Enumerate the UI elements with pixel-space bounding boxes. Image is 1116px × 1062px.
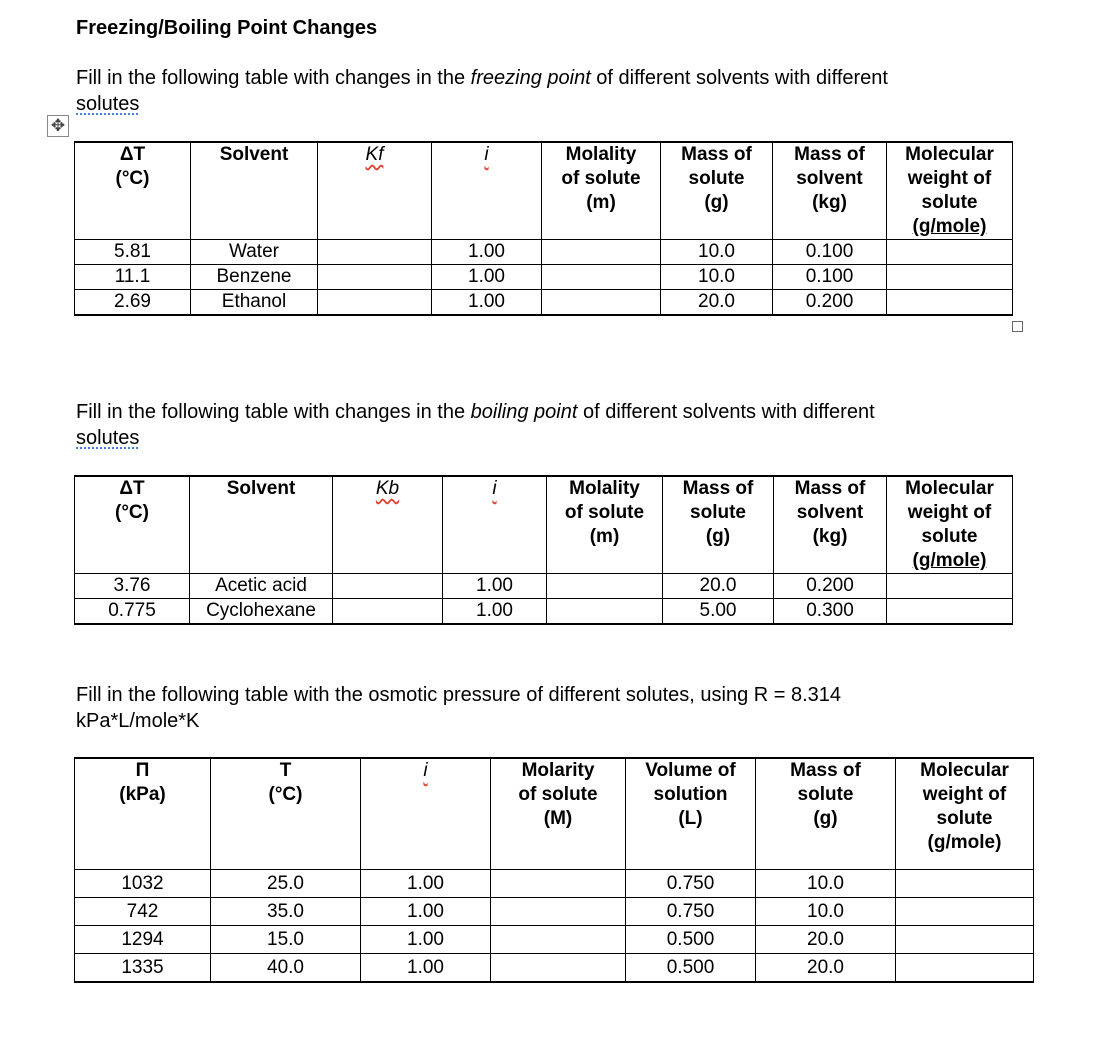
table-cell[interactable]: Water <box>191 240 318 265</box>
table-cell[interactable]: 1.00 <box>432 290 542 316</box>
column-header: Kb <box>333 476 443 574</box>
table-cell[interactable]: 1294 <box>75 926 211 954</box>
intro-text: Fill in the following table with changes in the <box>76 401 471 423</box>
table-cell[interactable]: 5.81 <box>75 240 191 265</box>
table-cell[interactable]: 5.00 <box>663 599 774 625</box>
osmotic-pressure-table <box>74 757 1034 983</box>
table-cell[interactable]: Benzene <box>191 265 318 290</box>
column-header: Π (kPa) <box>75 758 211 870</box>
table-cell[interactable]: 1.00 <box>361 954 491 983</box>
table-cell[interactable]: 10.0 <box>661 240 773 265</box>
column-header: ΔT (°C) <box>75 142 191 240</box>
column-header: Molarity of solute (M) <box>491 758 626 870</box>
table-cell[interactable]: 0.200 <box>774 574 887 599</box>
freezing-point-table <box>74 141 1013 316</box>
table-cell[interactable] <box>887 265 1013 290</box>
freezing-intro <box>76 65 888 117</box>
table-cell[interactable] <box>491 926 626 954</box>
table-cell[interactable]: 35.0 <box>211 898 361 926</box>
boiling-point-table <box>74 475 1013 625</box>
column-header: i <box>443 476 547 574</box>
table-cell[interactable]: 10.0 <box>756 898 896 926</box>
table-cell[interactable] <box>333 574 443 599</box>
column-header: i <box>432 142 542 240</box>
boiling-intro <box>76 399 875 451</box>
column-header: Mass of solvent (kg) <box>773 142 887 240</box>
table-row <box>75 265 1013 290</box>
table-cell[interactable]: 742 <box>75 898 211 926</box>
column-header: T (°C) <box>211 758 361 870</box>
intro-text: kPa*L/mole*K <box>76 710 200 732</box>
table-cell[interactable]: 40.0 <box>211 954 361 983</box>
table-cell[interactable]: 20.0 <box>756 954 896 983</box>
table-cell[interactable] <box>887 290 1013 316</box>
column-header: Mass of solute (g) <box>663 476 774 574</box>
table-cell[interactable]: 20.0 <box>663 574 774 599</box>
column-header: Mass of solvent (kg) <box>774 476 887 574</box>
table-row <box>75 290 1013 316</box>
column-header: i <box>361 758 491 870</box>
intro-text: Fill in the following table with the osmotic pressure of different solutes, using R = 8.314 <box>76 684 842 706</box>
table-cell[interactable] <box>887 240 1013 265</box>
table-cell[interactable] <box>542 240 661 265</box>
table-row <box>75 954 1034 983</box>
table-cell[interactable] <box>547 574 663 599</box>
table-cell[interactable]: Acetic acid <box>190 574 333 599</box>
column-header: Molality of solute (m) <box>542 142 661 240</box>
column-header: Molecular weight of solute (g/mole) <box>896 758 1034 870</box>
table-cell[interactable]: 10.0 <box>756 870 896 898</box>
intro-text: of different solvents with different <box>590 67 888 89</box>
intro-text: of different solvents with different <box>577 401 875 423</box>
table-cell[interactable]: 25.0 <box>211 870 361 898</box>
table-cell[interactable] <box>318 290 432 316</box>
column-header: Molecular weight of solute (g/mole) <box>887 476 1013 574</box>
table-cell[interactable] <box>547 599 663 625</box>
table-cell[interactable]: 11.1 <box>75 265 191 290</box>
column-header: Volume of solution (L) <box>626 758 756 870</box>
table-cell[interactable] <box>542 265 661 290</box>
table-cell[interactable]: 10.0 <box>661 265 773 290</box>
table-row <box>75 926 1034 954</box>
table-cell[interactable]: 1.00 <box>432 265 542 290</box>
table-cell[interactable] <box>491 870 626 898</box>
osmotic-intro <box>76 682 841 734</box>
intro-emphasis: boiling point <box>470 401 578 423</box>
column-header: Solvent <box>190 476 333 574</box>
intro-text: Fill in the following table with changes in the <box>76 67 471 89</box>
column-header: Solvent <box>191 142 318 240</box>
table-cell[interactable] <box>896 870 1034 898</box>
table-cell[interactable]: 0.750 <box>626 898 756 926</box>
table-cell[interactable]: 0.200 <box>773 290 887 316</box>
table-cell[interactable] <box>542 290 661 316</box>
table-cell[interactable]: 20.0 <box>756 926 896 954</box>
intro-text: solutes <box>76 93 140 115</box>
table-resize-handle[interactable] <box>1012 321 1023 332</box>
table-cell[interactable] <box>896 926 1034 954</box>
table-cell[interactable] <box>491 954 626 983</box>
column-header: ΔT (°C) <box>75 476 190 574</box>
intro-emphasis: freezing point <box>470 67 591 89</box>
column-header: Mass of solute (g) <box>756 758 896 870</box>
table-cell[interactable]: 0.100 <box>773 265 887 290</box>
column-header: Mass of solute (g) <box>661 142 773 240</box>
table-header-row <box>75 758 1034 870</box>
table-cell[interactable]: 1.00 <box>432 240 542 265</box>
table-cell[interactable]: 0.500 <box>626 954 756 983</box>
table-cell[interactable]: 1335 <box>75 954 211 983</box>
table-cell[interactable] <box>896 898 1034 926</box>
table-cell[interactable] <box>896 954 1034 983</box>
column-header: Molality of solute (m) <box>547 476 663 574</box>
table-cell[interactable] <box>887 599 1013 625</box>
table-cell[interactable]: 0.300 <box>774 599 887 625</box>
table-row <box>75 574 1013 599</box>
table-header-row <box>75 142 1013 240</box>
table-row <box>75 870 1034 898</box>
table-cell[interactable]: 1.00 <box>443 599 547 625</box>
table-cell[interactable] <box>318 240 432 265</box>
column-header: Kf <box>318 142 432 240</box>
table-cell[interactable]: 20.0 <box>661 290 773 316</box>
table-cell[interactable]: 1.00 <box>361 870 491 898</box>
table-row <box>75 898 1034 926</box>
page-title: Freezing/Boiling Point Changes <box>76 17 378 39</box>
intro-text: solutes <box>76 427 140 449</box>
table-cell[interactable]: 0.500 <box>626 926 756 954</box>
table-cell[interactable]: 3.76 <box>75 574 190 599</box>
table-cell[interactable]: 0.100 <box>773 240 887 265</box>
table-cell[interactable]: 1.00 <box>443 574 547 599</box>
table-cell[interactable]: 15.0 <box>211 926 361 954</box>
table-cell[interactable] <box>333 599 443 625</box>
table-cell[interactable]: Cyclohexane <box>190 599 333 625</box>
table-cell[interactable] <box>887 574 1013 599</box>
column-header: Molecular weight of solute (g/mole) <box>887 142 1013 240</box>
table-cell[interactable]: 0.750 <box>626 870 756 898</box>
table-cell[interactable] <box>491 898 626 926</box>
table-cell[interactable]: 1.00 <box>361 926 491 954</box>
table-row <box>75 599 1013 625</box>
table-cell[interactable]: 1.00 <box>361 898 491 926</box>
table-cell[interactable]: 0.775 <box>75 599 190 625</box>
table-cell[interactable] <box>318 265 432 290</box>
table-cell[interactable]: Ethanol <box>191 290 318 316</box>
table-row <box>75 240 1013 265</box>
table-move-handle-icon[interactable]: ✥ <box>47 115 69 137</box>
table-header-row <box>75 476 1013 574</box>
table-cell[interactable]: 1032 <box>75 870 211 898</box>
table-cell[interactable]: 2.69 <box>75 290 191 316</box>
